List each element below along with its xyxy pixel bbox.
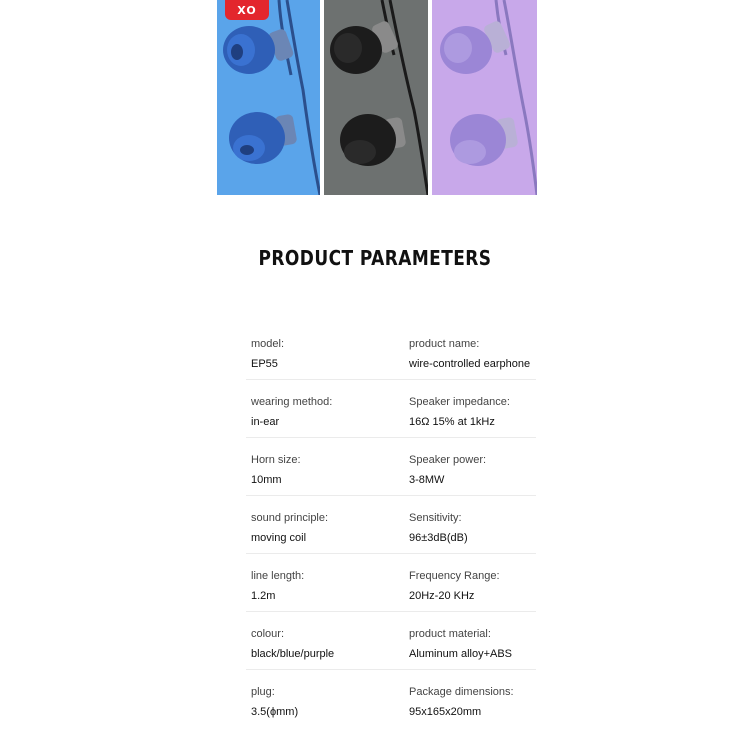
parameter-cell [251,395,332,429]
parameter-value: 3-8MW [409,474,445,486]
parameter-label: Package dimensions: [409,686,514,698]
black-earphone-image [324,0,428,195]
parameter-value: 10mm [251,474,282,486]
blue-earphone-panel [217,0,320,195]
purple-earphone-image [432,0,537,195]
parameter-value: black/blue/purple [251,648,335,660]
parameter-label: Frequency Range: [409,570,500,582]
black-earphone-panel [324,0,428,195]
parameter-cell [251,685,298,719]
parameter-label: Sensitivity: [409,512,462,524]
parameter-cell [409,511,468,545]
parameters-table [246,322,536,727]
parameter-label: Horn size: [251,454,301,466]
parameter-value: 96±3dB(dB) [409,532,468,544]
parameter-cell [409,627,512,661]
parameter-row [246,670,536,727]
parameter-value: wire-controlled earphone [409,358,531,370]
parameter-value: 1.2m [251,590,276,602]
parameter-value: EP55 [251,358,278,370]
parameter-cell [409,395,510,429]
parameter-label: Speaker impedance: [409,396,510,408]
brand-logo-text: XO [237,3,257,17]
parameter-row [246,496,536,554]
parameter-value: 20Hz-20 KHz [409,590,475,602]
brand-logo [225,0,269,20]
parameter-value: 3.5(ϕmm) [251,706,299,718]
parameter-value: 16Ω 15% at 1kHz [409,416,495,428]
parameter-value: Aluminum alloy+ABS [409,648,513,660]
parameter-label: model: [251,338,285,350]
parameter-label: colour: [251,628,285,640]
parameter-label: product name: [409,338,480,350]
parameter-label: sound principle: [251,512,329,524]
parameter-cell [409,337,530,371]
parameter-cell [251,453,301,487]
parameter-value: in-ear [251,416,280,428]
parameter-row [246,438,536,496]
blue-earphone-image [217,0,320,195]
section-heading: PRODUCT PARAMETERS [258,246,492,270]
parameter-cell [251,569,304,603]
parameter-cell [409,453,486,487]
parameter-value: moving coil [251,532,307,544]
parameter-row [246,380,536,438]
parameter-cell [251,511,328,545]
parameter-cell [409,569,500,603]
parameter-value: 95x165x20mm [409,706,482,718]
parameter-label: Speaker power: [409,454,487,466]
parameter-cell [251,337,284,371]
parameter-row [246,554,536,612]
purple-earphone-panel [432,0,537,195]
parameter-label: wearing method: [251,396,333,408]
parameter-label: plug: [251,686,275,698]
parameter-cell [251,627,334,661]
parameter-label: line length: [251,570,305,582]
parameter-label: product material: [409,628,491,640]
product-hero-image [217,0,537,195]
parameter-row [246,612,536,670]
parameter-cell [409,685,514,719]
parameter-row [246,322,536,380]
